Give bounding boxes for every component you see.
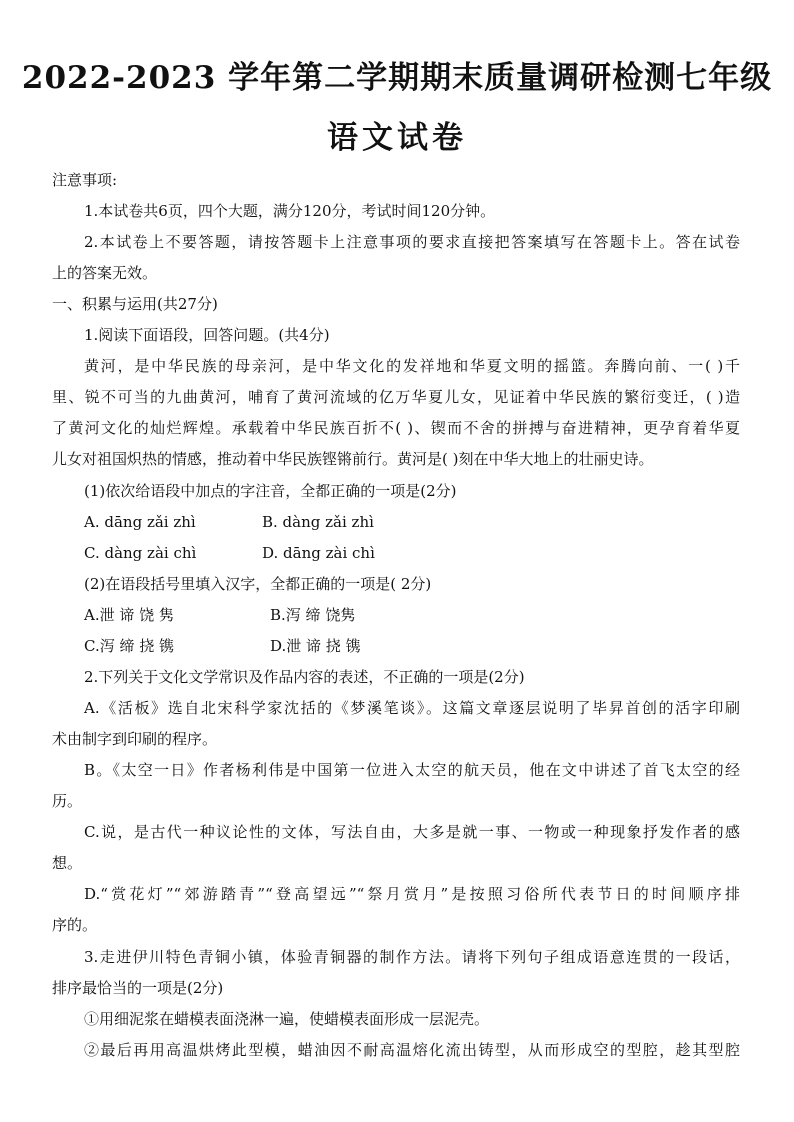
notice-heading: 注意事项: <box>52 171 118 189</box>
passage-line: 里、锐不可当的九曲黄河，哺育了黄河流域的亿万华夏儿女，见证着中华民族的繁衍变迁，( )造 <box>52 388 740 406</box>
notice-item-2: 2.本试卷上不要答题，请按答题卡上注意事项的要求直接把答案填写在答题卡上。答在试卷 <box>84 233 740 251</box>
question-2-option-b-cont: 历。 <box>52 792 83 810</box>
exam-title: 2022-2023 学年第二学期期末质量调研检测七年级 <box>21 60 773 96</box>
question-2-option-a-cont: 术由制字到印刷的程序。 <box>52 730 218 748</box>
option-d: D. dāng zài chì <box>262 544 375 562</box>
option-d: D.泄 谛 挠 镌 <box>270 637 361 655</box>
question-2-option-a: A.《活板》选自北宋科学家沈括的《梦溪笔谈》。这篇文章逐层说明了毕昇首创的活字印刷 <box>84 699 740 717</box>
option-c: C. dàng zài chì <box>84 544 197 562</box>
section-heading: 一、积累与运用(共27分) <box>52 295 218 313</box>
question-3-stem: 3.走进伊川特色青铜小镇，体验青铜器的制作方法。请将下列句子组成语意连贯的一段话， <box>84 948 740 966</box>
question-2-option-c: C.说，是古代一种议论性的文体，写法自由，大多是就一事、一物或一种现象抒发作者的感 <box>84 823 740 841</box>
notice-item-2-cont: 上的答案无效。 <box>52 264 158 282</box>
question-1-sub-1-stem: (1)依次给语段中加点的字注音，全都正确的一项是(2分) <box>84 482 457 500</box>
question-2-option-d: D.“赏花灯”“郊游踏青”“登高望远”“祭月赏月”是按照习俗所代表节日的时间顺序排 <box>84 885 740 903</box>
option-c: C.泻 缔 挠 镌 <box>84 637 175 655</box>
question-2-option-d-cont: 序的。 <box>52 916 98 934</box>
question-2-option-b: B。《太空一日》作者杨利伟是中国第一位进入太空的航天员，他在文中讲述了首飞太空的经 <box>84 761 740 779</box>
notice-item-1: 1.本试卷共6页，四个大题，满分120分，考试时间120分钟。 <box>84 202 496 220</box>
question-1-stem: 1.阅读下面语段，回答问题。(共4分) <box>84 326 330 344</box>
question-3-stem-cont: 排序最恰当的一项是(2分) <box>52 979 224 997</box>
passage-line: 了黄河文化的灿烂辉煌。承载着中华民族百折不( )、锲而不舍的拼搏与奋进精神，更孕育着华夏 <box>52 419 740 437</box>
passage-line: 黄河，是中华民族的母亲河，是中华文化的发祥地和华夏文明的摇篮。奔腾向前、一( )千 <box>84 357 740 375</box>
question-3-sentence-1: ①用细泥浆在蜡模表面浇淋一遍，使蜡模表面形成一层泥壳。 <box>84 1010 490 1028</box>
exam-subtitle: 语文试卷 <box>327 120 467 156</box>
option-a: A. dāng zǎi zhì <box>84 513 196 531</box>
question-2-option-c-cont: 想。 <box>52 854 83 872</box>
option-a: A.泄 谛 饶 隽 <box>84 606 174 624</box>
question-1-sub-2-stem: (2)在语段括号里填入汉字，全都正确的一项是( 2分) <box>84 575 432 593</box>
option-b: B.泻 缔 饶隽 <box>270 606 356 624</box>
question-3-sentence-2: ②最后再用高温烘烤此型模，蜡油因不耐高温熔化流出铸型，从而形成空的型腔，趁其型腔 <box>84 1041 740 1059</box>
question-2-stem: 2.下列关于文化文学常识及作品内容的表述，不正确的一项是(2分) <box>84 668 525 686</box>
passage-line: 儿女对祖国炽热的情感，推动着中华民族铿锵前行。黄河是( )刻在中华大地上的壮丽史诗。 <box>52 450 654 468</box>
option-b: B. dàng zǎi zhì <box>262 513 374 531</box>
